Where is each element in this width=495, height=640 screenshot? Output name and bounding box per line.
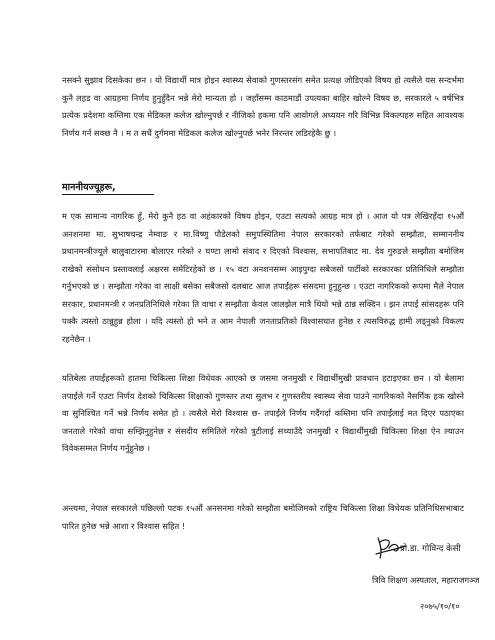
salutation-heading: माननीयज्यूहरू, [62, 182, 116, 193]
letter-date: २०७५/१०/१० [420, 601, 460, 611]
paragraph-commitments: म एक सामान्य नागरिक हुँ, मेरो कुनै हठ वा अहंकारको विषय होइन, एउटा सत्यको आग्रह मात्र हो । आज यो पत्र लेखिरहँदा १५औं अनशनमा मा. सुभाषचन्द्र नेम्वाङ र मा.विष्णु पौडेलको समुपस्थितिमा नेपाल सरकारको तर्फबाट गरेको सम्झौता, सम्माननीय प्रधानमन्त्रीज्यूले बालुवाटारमा बोलाएर गरेको २ घण्टा लामो संवाद र दिएको विश्वास, सभापतिबाट मा. देव गुरुङले सम्झौता बमोजिम राखेको संसोधन प्रस्तावलाई अक्षरस समेटिरहेको छ । १५ वटा अनशनसम्म आइपुग्दा सबैजसो पार्टीको सरकारका प्रतिनिधिले सम्झौता गर्नुभएको छ । सम्झौता गरेका वा साक्षी बसेका सबैजसो दलबाट आज तपाईंहरू संसदमा हुनुहुन्छ । एउटा नागरिकको रूपमा मैले नेपाल सरकार, प्रधानमन्त्री र जनप्रतिनिधिले गरेका ति वाचा र सम्झौता केवल जालझेल मात्रै थियो भन्ने ठान्न सक्दिन । झन तपाईं सांसदहरू पनि पक्कै त्यस्तो ठान्नुहुन्न होला । यदि त्यस्तो हो भने त आम नेपाली जनताप्रतिको विश्वासघात हुनेछ र त्यसविरुद्ध हामी लड्नुको विकल्प रहनेछैन । [62, 211, 464, 344]
salutation-underline [62, 194, 154, 195]
paragraph-conclusion: अन्त्यमा, नेपाल सरकारले पछिल्लो पटक १५औं अनसनमा गरेको सम्झौता बमोजिमको राष्ट्रिय चिकित्सा शिक्षा विधेयक प्रतिनिधिसभाबाट पारित हुनेछ भन्ने आशा र विश्वास सहित ! [62, 503, 464, 531]
signatory-name: प्रो.डा. गोविन्द केसी [400, 544, 461, 554]
paragraph-bill-request: यतिबेला तपाईंहरूको हातमा चिकित्सा शिक्षा विधेयक आएको छ जसमा जनमुखी र विद्यार्थीमुखी प्रावधान हटाइएका छन । यो बेलामा तपाईंले गर्ने एउटा निर्णय देशको चिकित्सा शिक्षाको गुणस्तर तथा सुलभ र गुणस्तरीय स्वास्थ्य सेवा पाउने नागरिकको नैसर्गिक हक खोस्ने वा सुनिश्चित गर्ने भन्ने निर्णय समेत हो । त्यसैले मेरो विश्वास छ- तपाईंले निर्णय गर्दैगर्दा कम्तिमा पनि तपाईंलाई मत दिएर पठाएका जनताले गरेको वाचा सम्झिनुहुनेछ र संसदीय समितिले गरेको त्रुटीलाई सच्याउँदै जनमुखी र विद्यार्थीमुखी चिकित्सा शिक्षा ऐन ल्याउन विवेकसम्मत निर्णय गर्नुहुनेछ । [62, 373, 464, 453]
signatory-institution: त्रिवि शिक्षण अस्पताल, महाराजगञ्ज [372, 575, 480, 585]
intro-paragraph: नसक्ने सुझाव दिसकेका छन । यो विद्यार्थी मात्र होइन स्वास्थ्य सेवाको गुणस्तरसंग समेत प्रत्यक्ष जोडिएको विषय हो त्यसैले यस सन्दर्भमा कुनै लहड वा आग्रहमा निर्णय हुनुहुँदैन भन्ने मेरो मान्यता हो । जहाँसम्म काठमाडौं उपत्यका बाहिर खोल्ने विषय छ, सरकारले ५ वर्षभित्र प्रत्येक प्रदेशमा कम्तिमा एक मेडिकल कलेज खोल्नुपर्छ र नीजिको हकमा पनि आयोगले अध्ययन गरि विभिन्न विकल्पहरु सहित आवश्यक निर्णय गर्न सक्छ नै । म त सधैं दुर्गममा मेडिकल कलेज खोल्नुपर्छ भनेर निरन्तर लडिरहेकै छु । [62, 75, 464, 138]
